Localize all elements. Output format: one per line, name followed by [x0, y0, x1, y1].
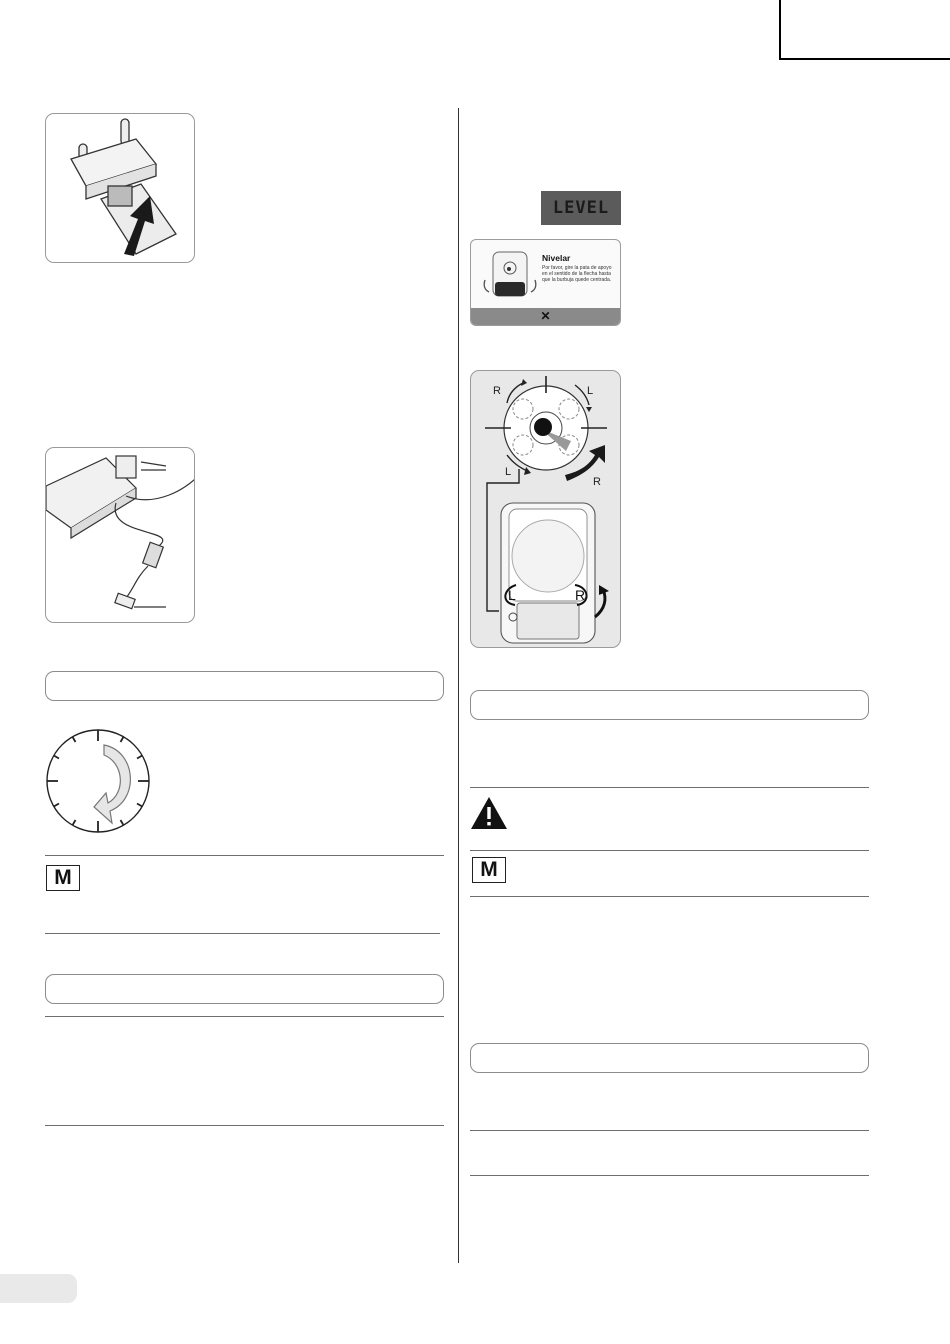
- section-heading-box-2: [45, 974, 444, 1004]
- figure-plug-adapter: [45, 113, 195, 263]
- level-button-label: LEVEL: [541, 191, 621, 225]
- leveling-diagram-illustration: [471, 371, 621, 648]
- foot-label-right: R: [575, 587, 586, 603]
- divider-rule: [470, 787, 869, 788]
- level-screen-display: [470, 239, 621, 326]
- leveling-label-l-top: L: [587, 385, 594, 397]
- leveling-label-r-top: R: [493, 385, 501, 397]
- divider-rule: [45, 855, 444, 856]
- figure-charger-cable: [45, 447, 195, 623]
- crop-mark-top-horizontal: [779, 58, 950, 60]
- figure-leveling-diagram: [470, 370, 621, 648]
- level-screen-message: Por favor, gire la pata de apoyo en el sentido de la flecha hasta que la burbuja quede centrada.: [542, 265, 612, 284]
- divider-rule: [470, 896, 869, 897]
- level-screen-title: Nivelar: [542, 253, 571, 263]
- crop-mark-top-vertical: [779, 0, 781, 60]
- foot-label-left: L: [508, 587, 516, 603]
- plug-adapter-illustration: [46, 114, 195, 263]
- column-divider: [458, 108, 459, 1263]
- divider-rule: [470, 850, 869, 851]
- section-heading-box-3: [470, 690, 869, 720]
- page-number-tab: [0, 1274, 77, 1303]
- leveling-label-r-arrow: R: [593, 476, 601, 488]
- section-heading-box-4: [470, 1043, 869, 1073]
- divider-rule: [470, 1175, 869, 1176]
- close-icon[interactable]: ✕: [540, 309, 551, 323]
- memory-m-icon: M: [46, 865, 80, 891]
- divider-rule: [45, 1016, 444, 1017]
- section-heading-box-1: [45, 671, 444, 701]
- divider-rule: [45, 1125, 444, 1126]
- divider-rule: [470, 1130, 869, 1131]
- warning-icon: [470, 796, 508, 830]
- charger-cable-illustration: [46, 448, 195, 623]
- rotation-dial-icon: [44, 727, 152, 835]
- leveling-label-l-bottom: L: [505, 466, 512, 478]
- divider-rule: [45, 933, 440, 934]
- memory-m-icon: M: [472, 857, 506, 883]
- scale-device-icon: [479, 248, 539, 304]
